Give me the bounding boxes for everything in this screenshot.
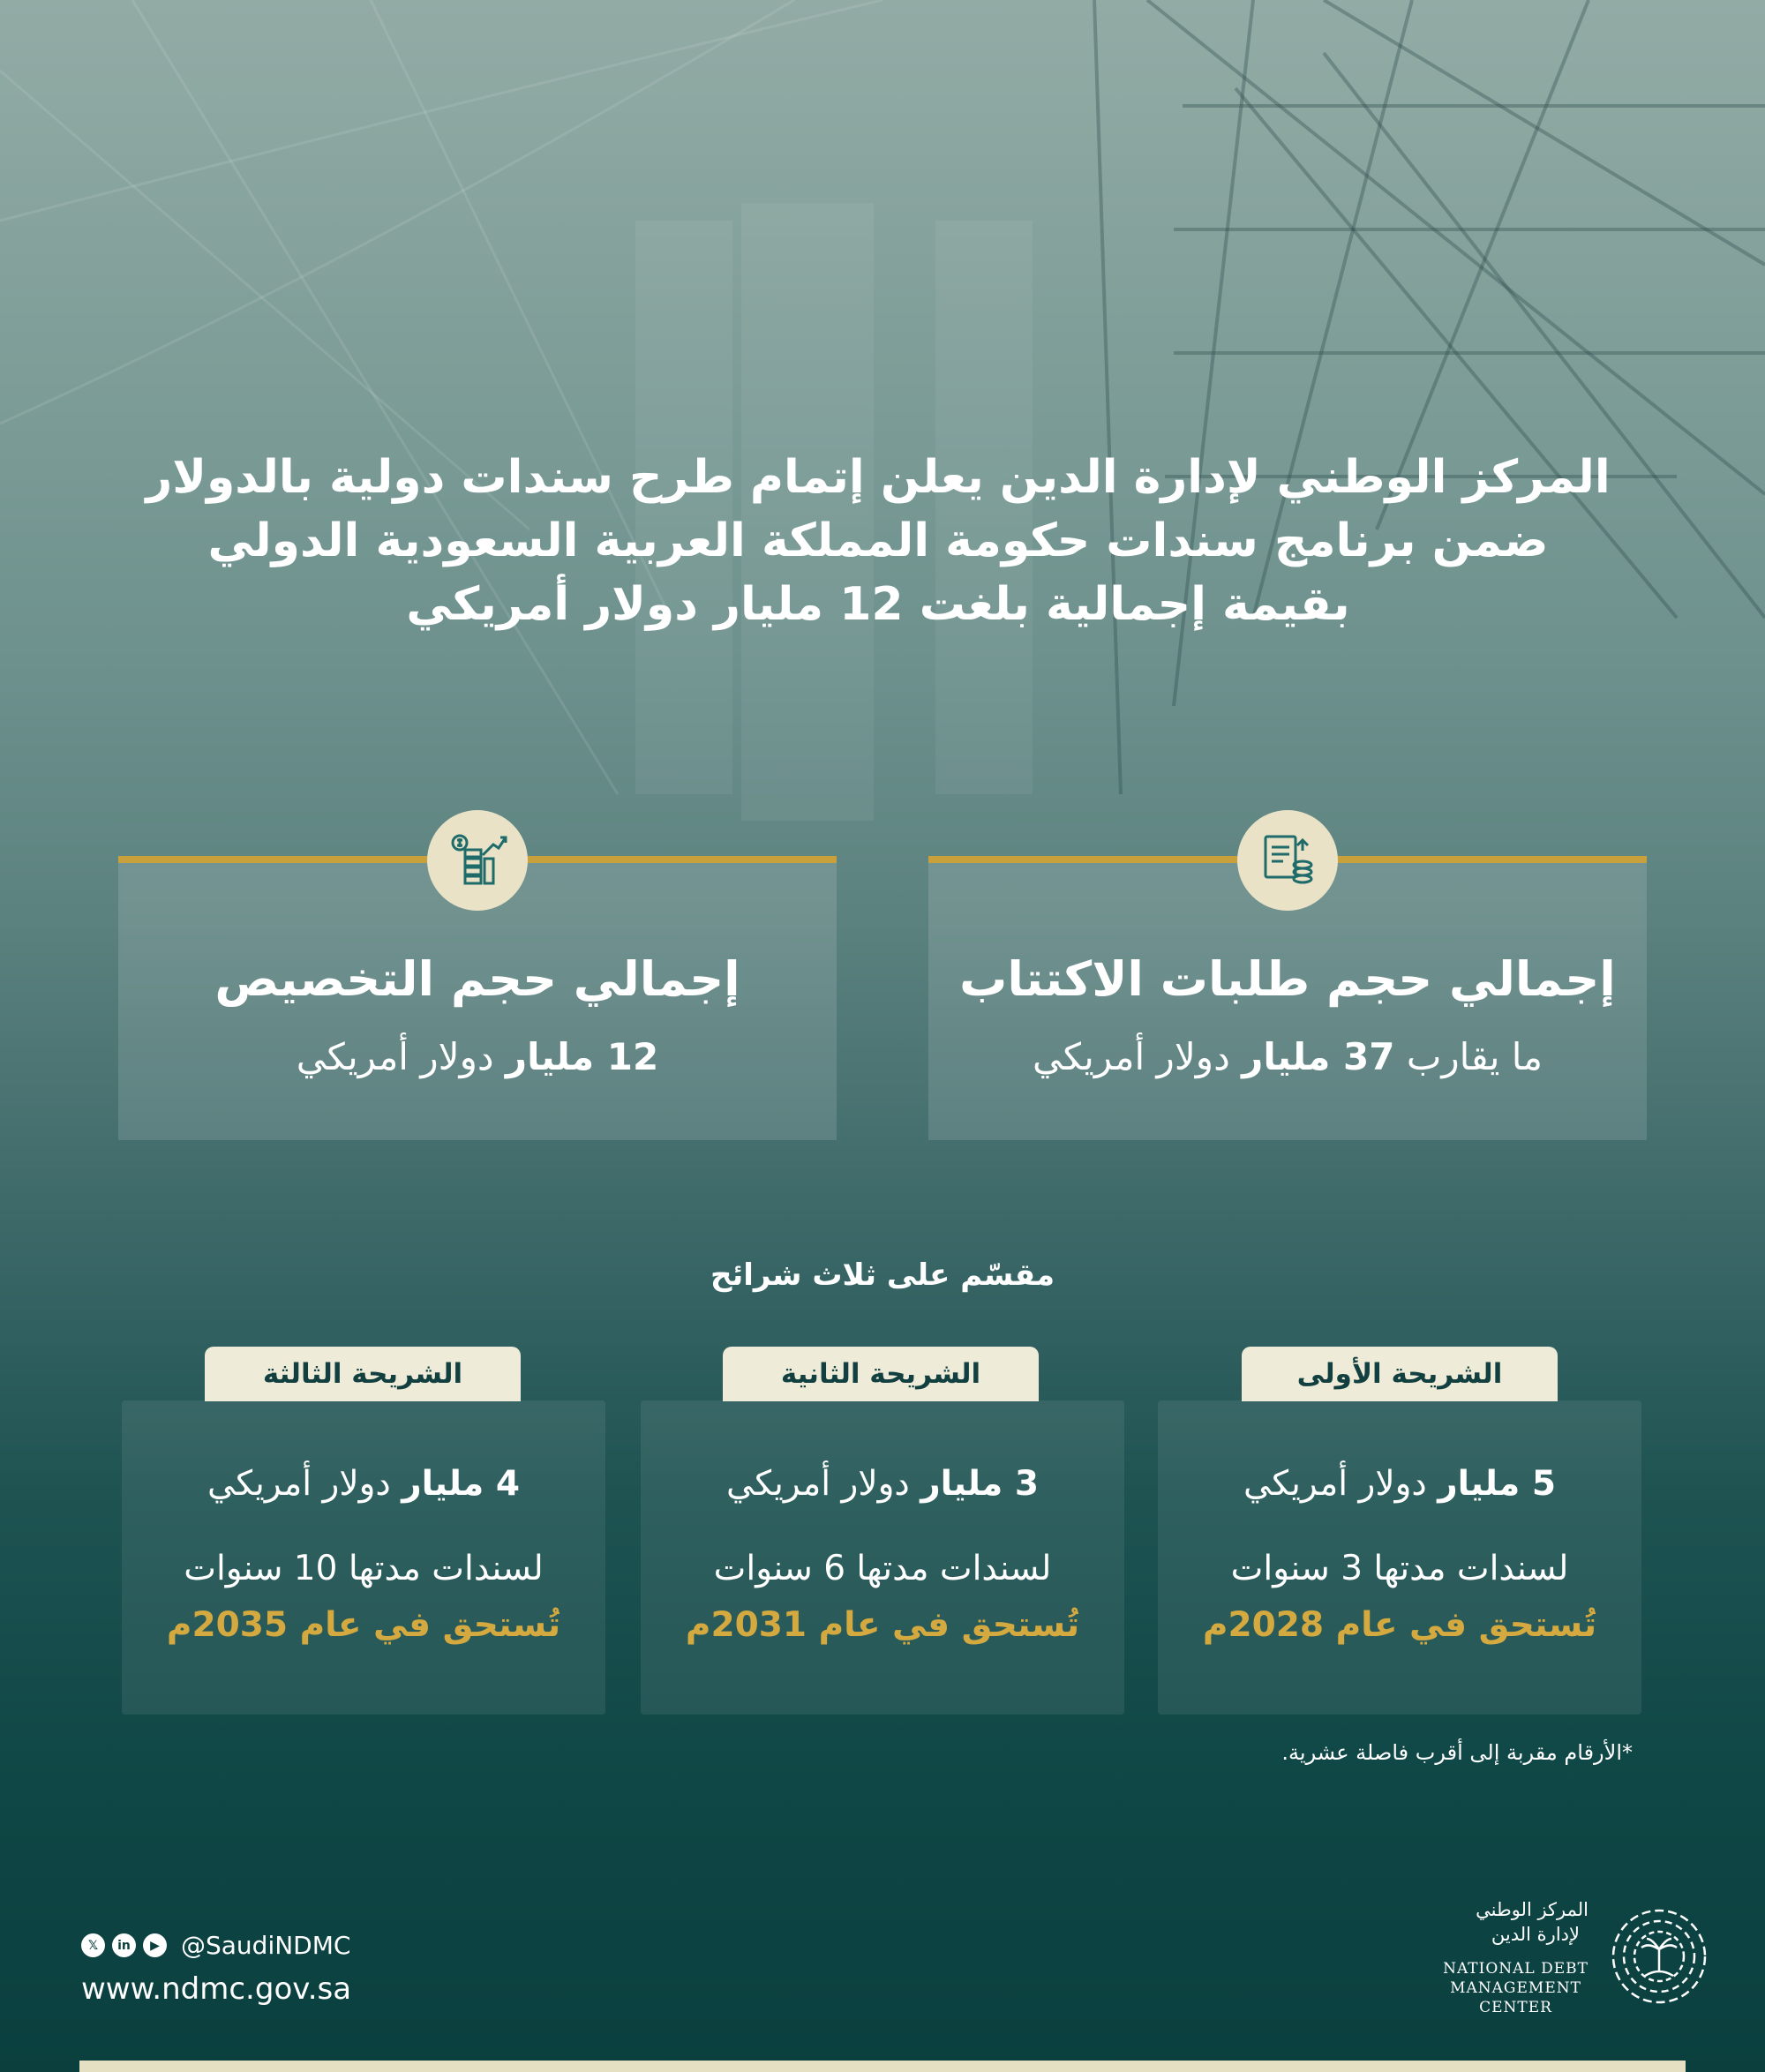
allocation-title: إجمالي حجم التخصيص	[214, 951, 740, 1007]
allocation-amount: 12 مليار	[505, 1035, 659, 1078]
bottom-bar	[79, 2061, 1686, 2072]
palm-emblem-icon	[1606, 1903, 1712, 2009]
allocation-panel	[118, 856, 837, 1140]
website-link[interactable]: www.ndmc.gov.sa	[81, 1971, 352, 2007]
headline-line-2: ضمن برنامج سندات حكومة المملكة العربية السعودية الدولي	[207, 514, 1549, 567]
rounding-note: *الأرقام مقربة إلى أقرب فاصلة عشرية.	[1281, 1740, 1633, 1765]
logo-ar-line-1: المركز الوطني	[1476, 1899, 1588, 1920]
allocation-unit: دولار أمريكي	[296, 1035, 494, 1078]
allocation-value	[118, 1035, 837, 1078]
tranche-1-duration: لسندات مدتها 3 سنوات	[1230, 1549, 1569, 1588]
logo-en-line-3: CENTER	[1479, 1999, 1552, 2016]
logo-ar-line-2: لإدارة الدين	[1491, 1924, 1580, 1945]
logo-en-line-1: NATIONAL DEBT	[1443, 1960, 1588, 1978]
tranche-3-amount: 4 مليار	[402, 1464, 521, 1504]
subscription-unit: دولار أمريكي	[1032, 1035, 1230, 1078]
tranche-3-duration: لسندات مدتها 10 سنوات	[184, 1549, 544, 1588]
tranche-2-tab: الشريحة الثانية	[723, 1347, 1039, 1401]
tranche-3-amount-line	[122, 1464, 605, 1504]
tranche-2-amount-line	[641, 1464, 1124, 1504]
tranche-1-due: تُستحق في عام 2028م	[1202, 1605, 1597, 1645]
linkedin-icon[interactable]: in	[112, 1933, 136, 1957]
tranche-1-amount-line	[1158, 1464, 1641, 1504]
ndmc-logo	[1401, 1899, 1712, 2031]
tranche-3-due: تُستحق في عام 2035م	[166, 1605, 561, 1645]
tranche-2-due: تُستحق في عام 2031م	[685, 1605, 1080, 1645]
tranche-2-unit: دولار أمريكي	[725, 1464, 910, 1504]
tranche-1-tab: الشريحة الأولى	[1242, 1347, 1558, 1401]
tranche-1-unit: دولار أمريكي	[1243, 1464, 1427, 1504]
tranche-3-unit: دولار أمريكي	[207, 1464, 391, 1504]
tranche-3-card	[122, 1400, 605, 1715]
subscription-panel	[928, 856, 1647, 1140]
subscription-value	[928, 1035, 1647, 1078]
social-handle[interactable]: @SaudiNDMC	[181, 1931, 351, 1960]
x-icon[interactable]: 𝕏	[81, 1933, 105, 1957]
tranche-1-amount: 5 مليار	[1438, 1464, 1557, 1504]
tranche-1-card	[1158, 1400, 1641, 1715]
tranches-heading: مقسّم على ثلاث شرائح	[710, 1257, 1055, 1293]
headline	[97, 446, 1659, 636]
youtube-icon[interactable]: ▶	[143, 1933, 167, 1957]
tranche-3-tab: الشريحة الثالثة	[205, 1347, 521, 1401]
tranche-2-card	[641, 1400, 1124, 1715]
tranche-2-amount: 3 مليار	[920, 1464, 1040, 1504]
logo-en-text	[1443, 1959, 1588, 2017]
logo-en-line-2: MANAGEMENT	[1450, 1979, 1581, 1997]
social-row	[81, 1931, 350, 1960]
headline-line-3: بقيمة إجمالية بلغت 12 مليار دولار أمريكي	[406, 578, 1350, 631]
document-coins-icon	[1237, 810, 1338, 911]
background-architecture	[0, 0, 1765, 882]
subscription-amount: 37 مليار	[1242, 1035, 1395, 1078]
money-growth-chart-icon	[427, 810, 528, 911]
subscription-title: إجمالي حجم طلبات الاكتتاب	[959, 951, 1616, 1007]
tranche-2-duration: لسندات مدتها 6 سنوات	[713, 1549, 1052, 1588]
subscription-prefix: ما يقارب	[1406, 1035, 1543, 1078]
headline-line-1: المركز الوطني لإدارة الدين يعلن إتمام طرح سندات دولية بالدولار	[146, 451, 1611, 504]
